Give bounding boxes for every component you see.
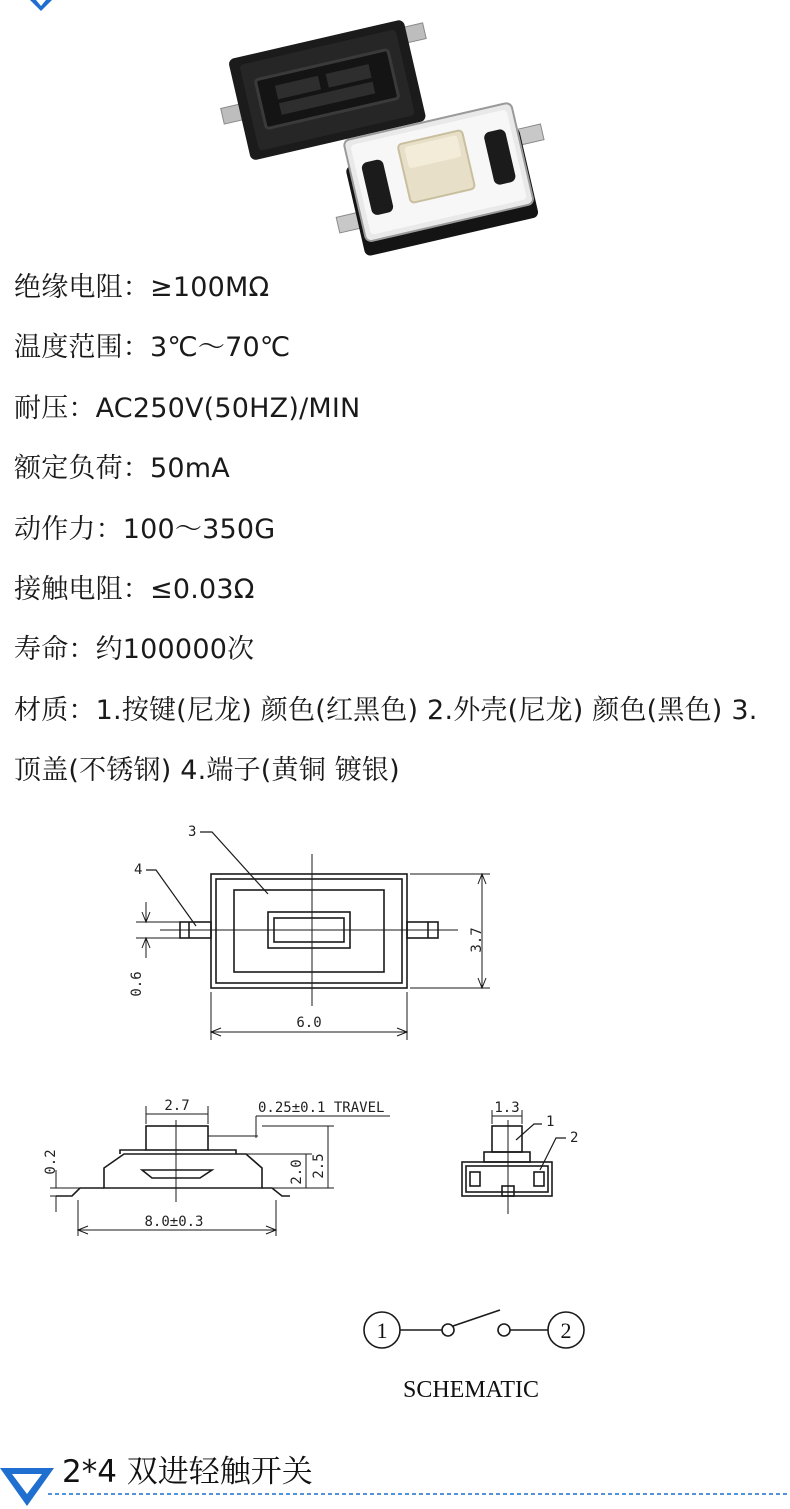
dim-body: 2.0 bbox=[289, 1159, 305, 1185]
section-arrow-icon bbox=[0, 1468, 54, 1506]
dim-base: 0.2 bbox=[43, 1149, 59, 1175]
spec-material: 材质：1.按键(尼龙) 颜色(红黑色) 2.外壳(尼龙) 颜色(黑色) 3.顶盖(不锈钢) 4.端子(黄铜 镀银) bbox=[14, 694, 758, 787]
corner-arrow-icon bbox=[28, 0, 54, 12]
top-view bbox=[136, 832, 490, 1040]
schematic-label: SCHEMATIC bbox=[402, 1377, 540, 1403]
callout-2: 2 bbox=[570, 1130, 579, 1146]
dim-button-side: 2.7 bbox=[164, 1098, 190, 1114]
dim-length: 8.0±0.3 bbox=[144, 1214, 204, 1230]
schematic bbox=[364, 1310, 584, 1348]
product-photo bbox=[200, 18, 560, 258]
schematic-terminal-2: 2 bbox=[560, 1318, 572, 1343]
technical-drawing bbox=[0, 810, 790, 1430]
dim-button-end: 1.3 bbox=[494, 1100, 520, 1116]
spec-operating-force: 动作力：100～350G bbox=[14, 513, 276, 545]
dim-travel: 0.25±0.1 TRAVEL bbox=[258, 1100, 385, 1116]
callout-1: 1 bbox=[546, 1114, 555, 1130]
spec-withstand-voltage: 耐压：AC250V(50HZ)/MIN bbox=[14, 392, 361, 424]
dim-height: 3.7 bbox=[469, 927, 485, 953]
spec-temperature-range: 温度范围：3℃～70℃ bbox=[14, 332, 291, 364]
callout-4: 4 bbox=[134, 862, 143, 878]
spec-life: 寿命：约100000次 bbox=[14, 634, 255, 666]
schematic-terminal-1: 1 bbox=[376, 1318, 388, 1343]
spec-list bbox=[14, 258, 784, 802]
spec-insulation-resistance: 绝缘电阻：≥100MΩ bbox=[14, 272, 270, 303]
dim-width: 6.0 bbox=[296, 1015, 322, 1031]
dim-total: 2.5 bbox=[311, 1153, 327, 1179]
spec-rated-load: 额定负荷：50mA bbox=[14, 453, 230, 485]
dim-pin: 0.6 bbox=[129, 971, 145, 997]
side-view bbox=[50, 1106, 390, 1236]
callout-3: 3 bbox=[188, 824, 197, 840]
spec-contact-resistance: 接触电阻：≤0.03Ω bbox=[14, 573, 255, 605]
section-title: 2*4 双进轻触开关 bbox=[62, 1454, 313, 1490]
